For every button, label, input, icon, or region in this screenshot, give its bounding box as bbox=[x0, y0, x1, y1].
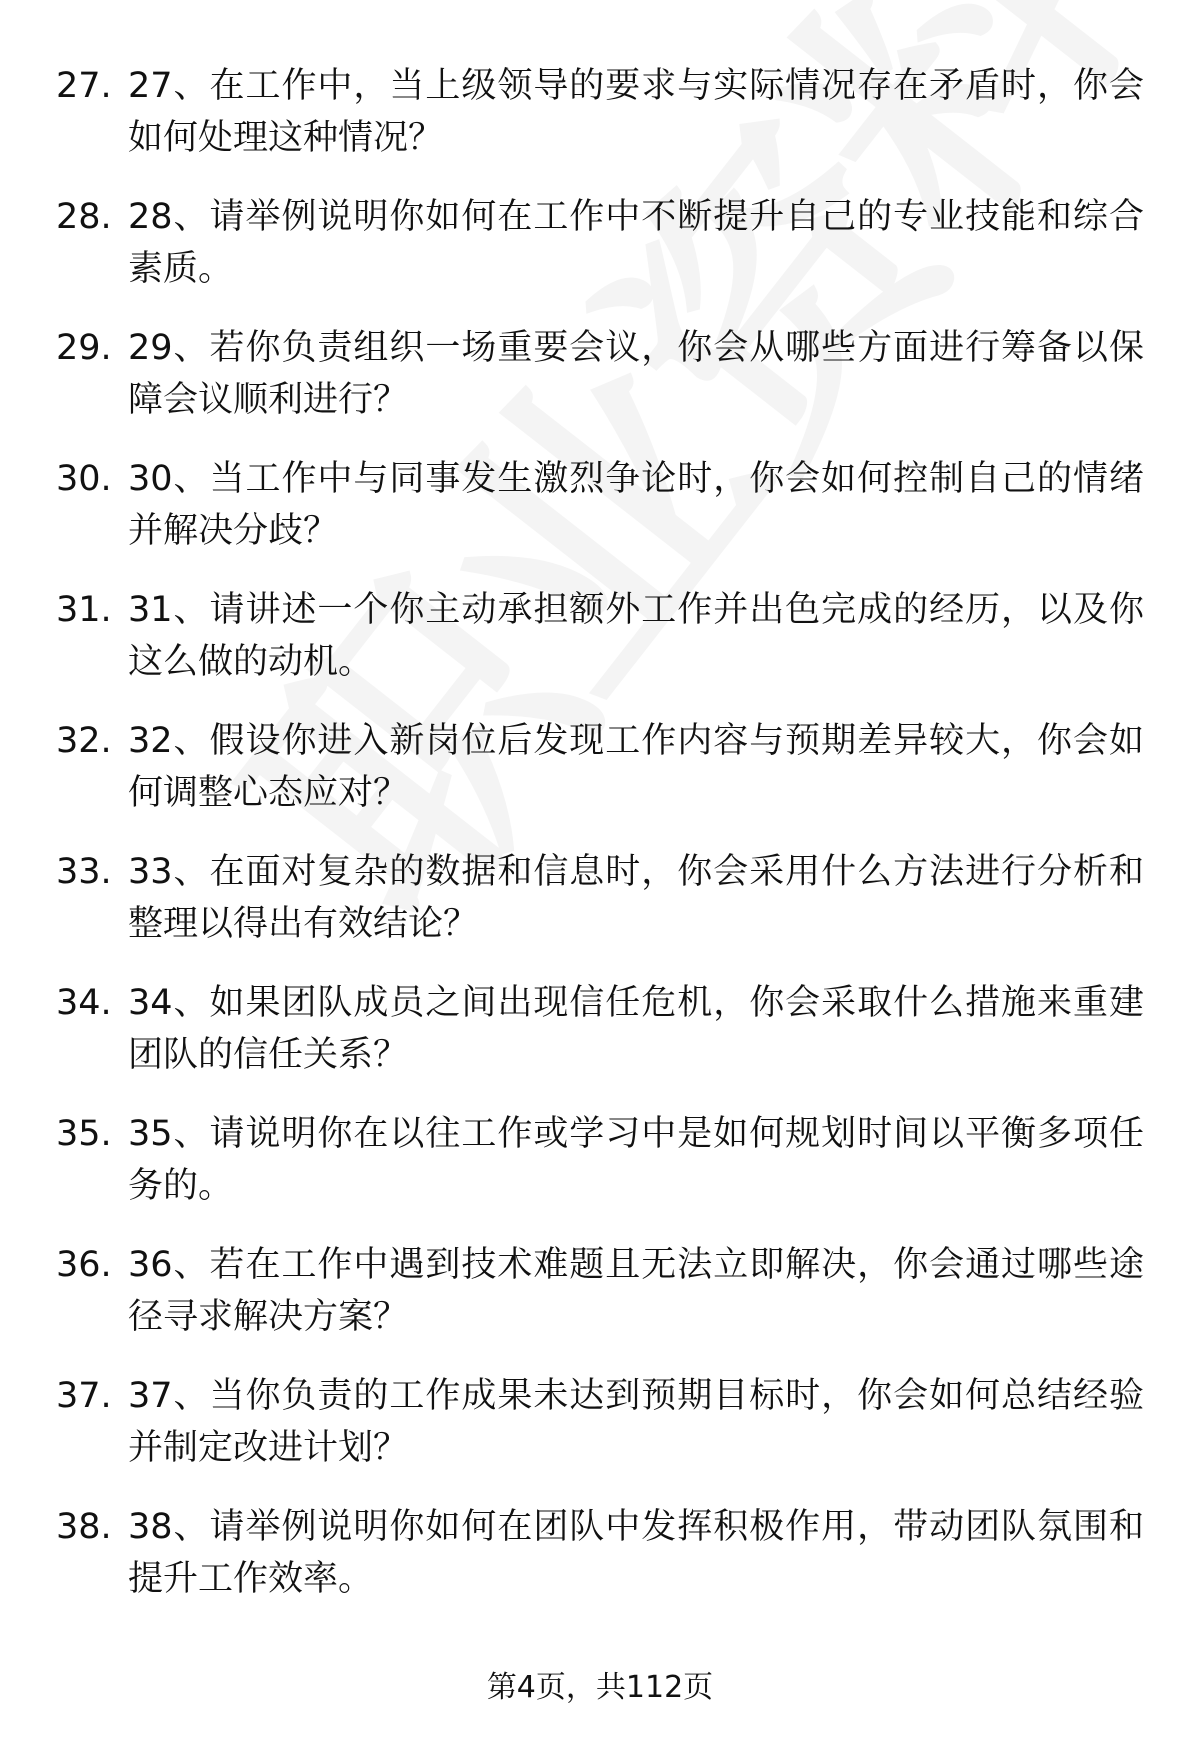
question-item bbox=[0, 715, 1200, 846]
question-item bbox=[0, 60, 1200, 191]
question-number: 31. bbox=[56, 590, 112, 630]
question-number: 36. bbox=[56, 1245, 112, 1285]
question-number: 32. bbox=[56, 721, 112, 761]
question-item bbox=[0, 1370, 1200, 1501]
question-number: 35. bbox=[56, 1114, 112, 1154]
question-text: 36、若在工作中遇到技术难题且无法立即解决，你会通过哪些途径寻求解决方案？ bbox=[128, 1245, 1144, 1337]
question-number: 37. bbox=[56, 1376, 112, 1416]
question-text: 32、假设你进入新岗位后发现工作内容与预期差异较大，你会如何调整心态应对？ bbox=[128, 721, 1144, 813]
question-number: 34. bbox=[56, 983, 112, 1023]
question-item bbox=[0, 191, 1200, 322]
question-item bbox=[0, 1108, 1200, 1239]
question-number: 29. bbox=[56, 328, 112, 368]
question-text: 27、在工作中，当上级领导的要求与实际情况存在矛盾时，你会如何处理这种情况？ bbox=[128, 66, 1144, 158]
question-number: 27. bbox=[56, 66, 112, 106]
question-item bbox=[0, 1501, 1200, 1632]
question-text: 31、请讲述一个你主动承担额外工作并出色完成的经历，以及你这么做的动机。 bbox=[128, 590, 1144, 682]
question-number: 30. bbox=[56, 459, 112, 499]
question-text: 38、请举例说明你如何在团队中发挥积极作用，带动团队氛围和提升工作效率。 bbox=[128, 1507, 1144, 1599]
question-text: 33、在面对复杂的数据和信息时，你会采用什么方法进行分析和整理以得出有效结论？ bbox=[128, 852, 1144, 944]
question-item bbox=[0, 453, 1200, 584]
question-item bbox=[0, 322, 1200, 453]
question-text: 35、请说明你在以往工作或学习中是如何规划时间以平衡多项任务的。 bbox=[128, 1114, 1144, 1206]
question-text: 29、若你负责组织一场重要会议，你会从哪些方面进行筹备以保障会议顺利进行？ bbox=[128, 328, 1144, 420]
question-text: 37、当你负责的工作成果未达到预期目标时，你会如何总结经验并制定改进计划？ bbox=[128, 1376, 1144, 1468]
question-text: 28、请举例说明你如何在工作中不断提升自己的专业技能和综合素质。 bbox=[128, 197, 1144, 289]
question-text: 30、当工作中与同事发生激烈争论时，你会如何控制自己的情绪并解决分歧？ bbox=[128, 459, 1144, 551]
question-item bbox=[0, 584, 1200, 715]
question-number: 28. bbox=[56, 197, 112, 237]
question-number: 38. bbox=[56, 1507, 112, 1547]
page-footer bbox=[0, 1668, 1200, 1708]
question-text: 34、如果团队成员之间出现信任危机，你会采取什么措施来重建团队的信任关系？ bbox=[128, 983, 1144, 1075]
question-number: 33. bbox=[56, 852, 112, 892]
question-item bbox=[0, 846, 1200, 977]
question-list bbox=[0, 60, 1200, 1632]
page-number-label: 第4页，共112页 bbox=[486, 1670, 714, 1705]
question-item bbox=[0, 1239, 1200, 1370]
question-item bbox=[0, 977, 1200, 1108]
